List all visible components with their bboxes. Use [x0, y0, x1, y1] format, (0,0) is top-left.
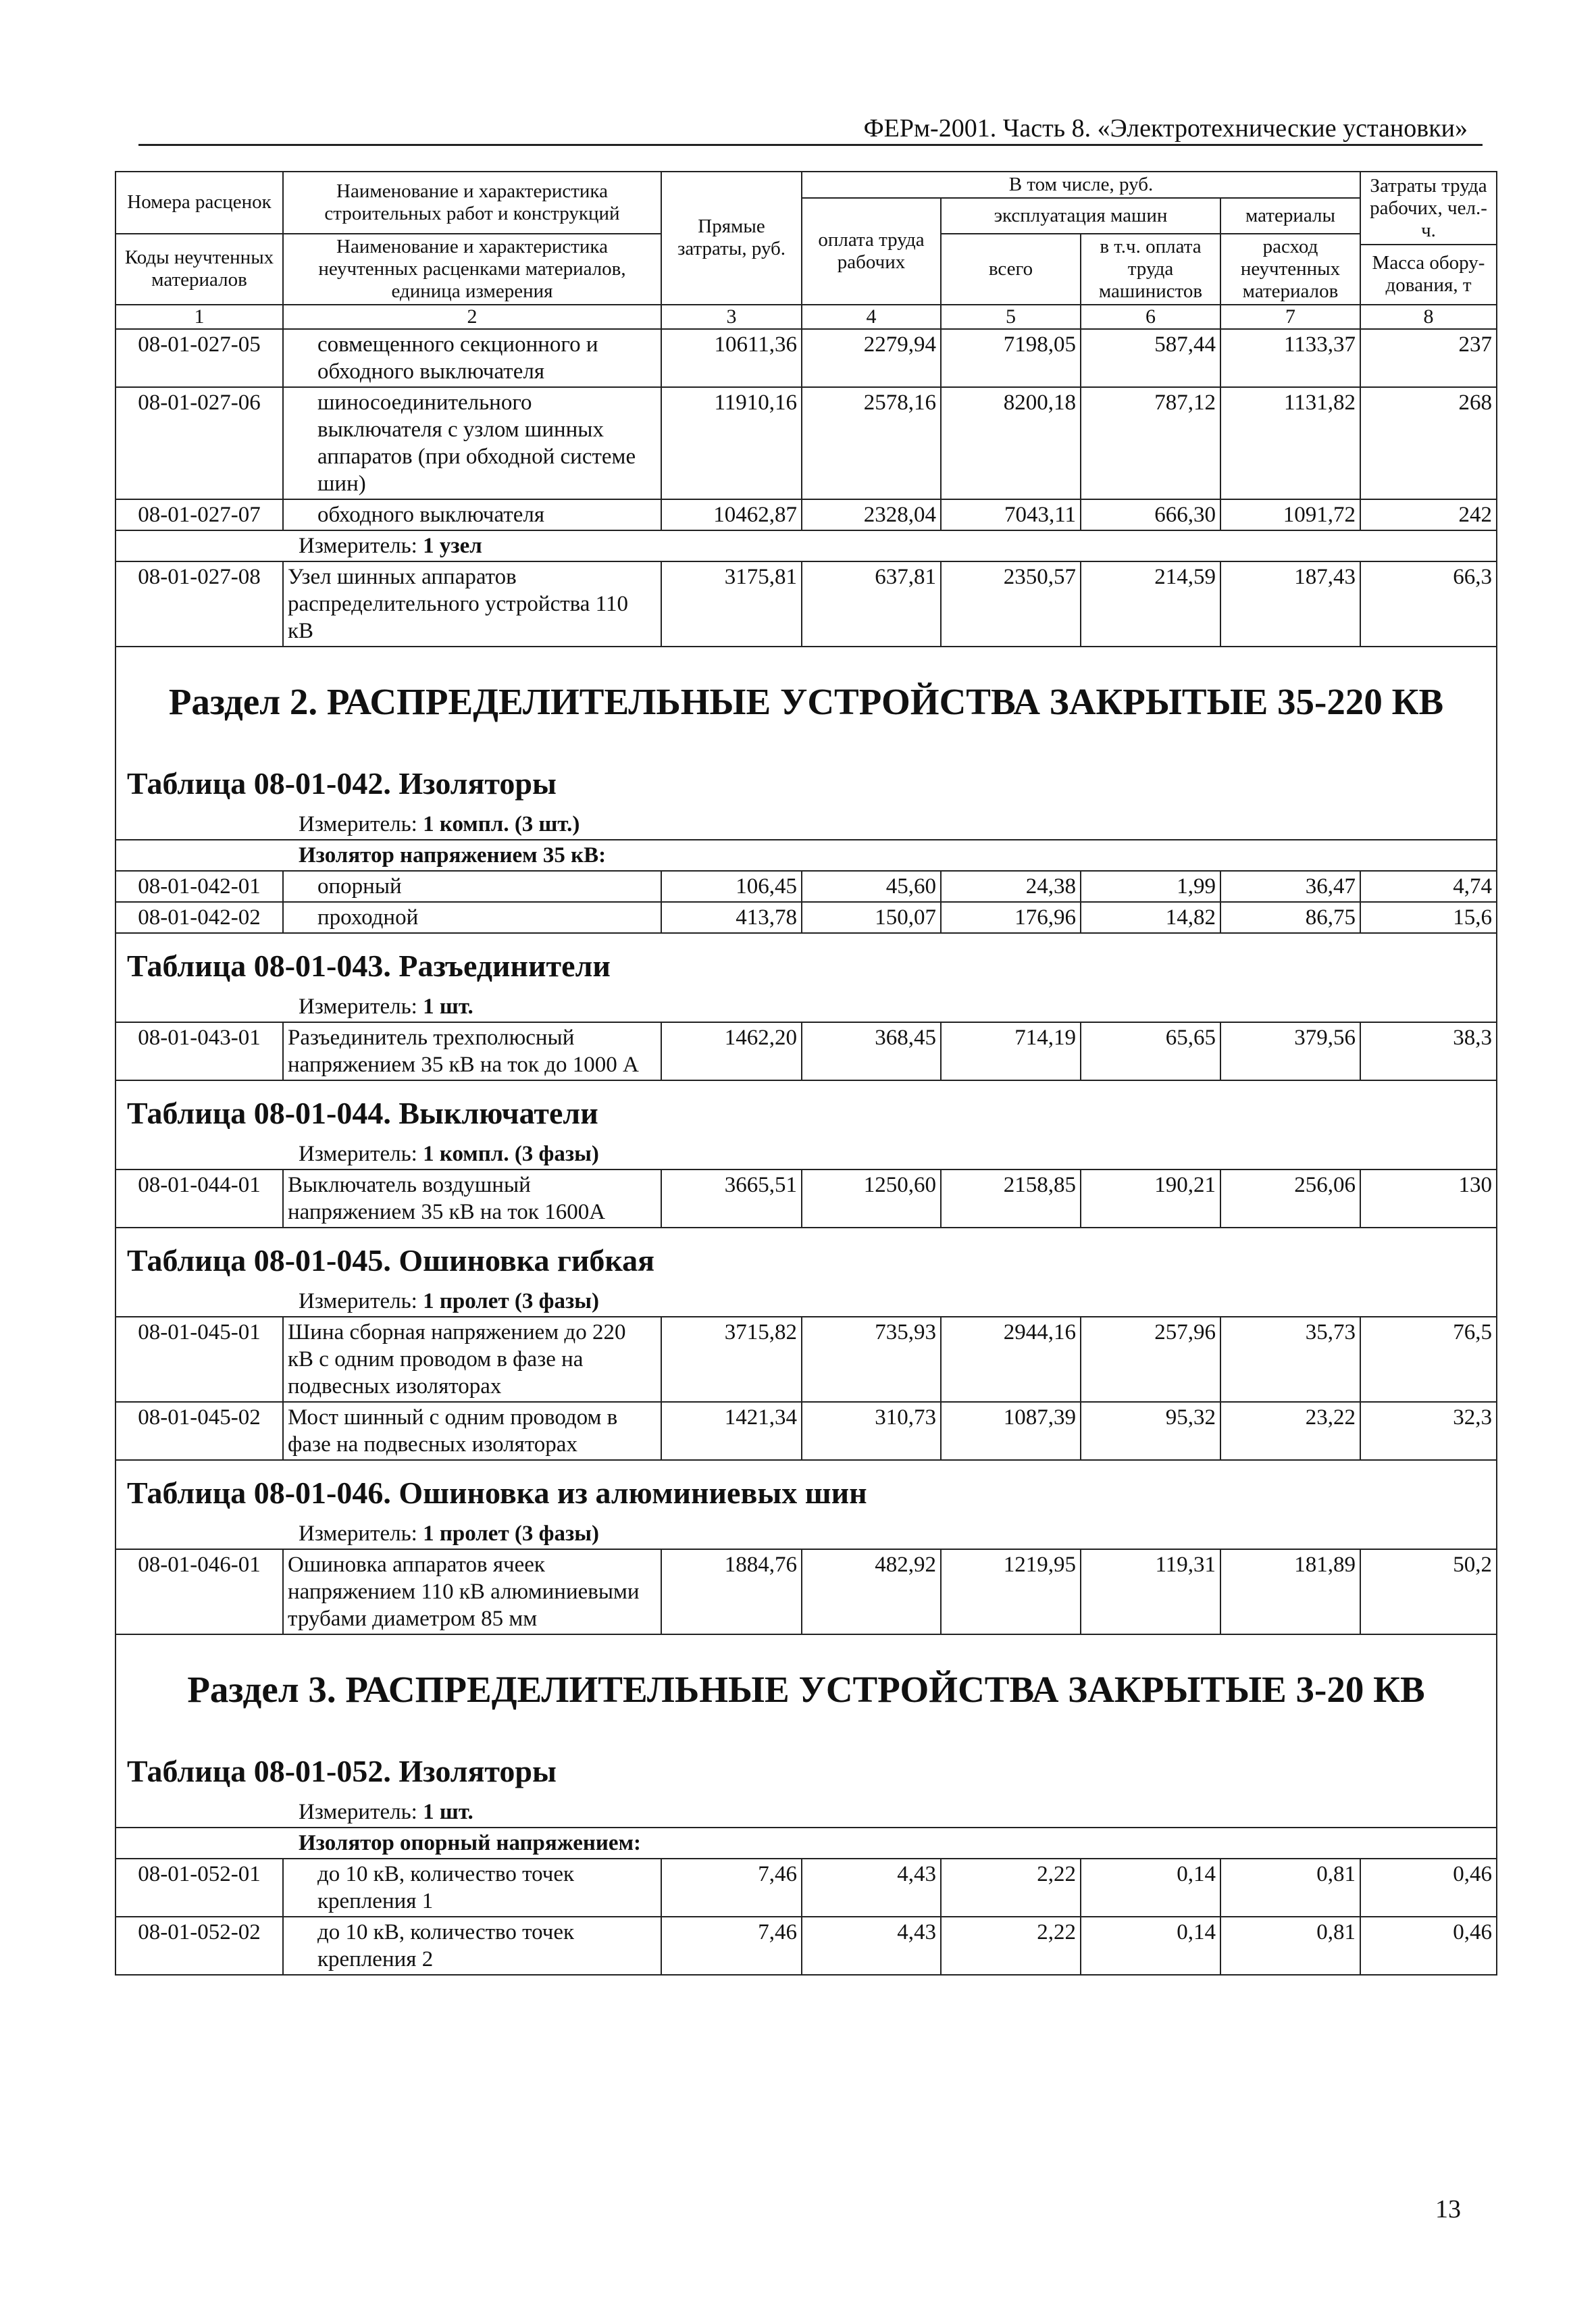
materials: 187,43 [1220, 561, 1360, 647]
materials: 23,22 [1220, 1402, 1360, 1460]
labor-hours: 0,46 [1360, 1917, 1497, 1975]
col-number: 7 [1220, 305, 1360, 329]
measure-unit-label: Измеритель: [299, 1521, 417, 1546]
group-heading: Изолятор напряжением 35 кВ: [115, 840, 1497, 871]
rate-code: 08-01-027-07 [115, 499, 283, 530]
direct-costs: 3665,51 [661, 1169, 802, 1228]
rate-name: Шина сборная напряжением до 220 кВ с одним проводом в фазе на подвесных изоляторах [283, 1317, 661, 1402]
machinist-wages: 214,59 [1081, 561, 1220, 647]
materials: 256,06 [1220, 1169, 1360, 1228]
table-row [115, 1022, 1497, 1080]
rate-name: Разъединитель трехполюсный напряжением 35 кВ на ток до 1000 А [283, 1022, 661, 1080]
wages: 637,81 [802, 561, 941, 647]
machinist-wages: 0,14 [1081, 1859, 1220, 1917]
machines-total: 2158,85 [941, 1169, 1081, 1228]
price-table-container [115, 171, 1496, 1976]
table-row [115, 1549, 1497, 1634]
section-heading: Раздел 2. РАСПРЕДЕЛИТЕЛЬНЫЕ УСТРОЙСТВА ЗАКРЫТЫЕ 35-220 КВ [115, 647, 1497, 751]
rate-code: 08-01-042-02 [115, 902, 283, 933]
col-number: 3 [661, 305, 802, 329]
table-row [115, 1169, 1497, 1228]
rate-name: до 10 кВ, количество точек крепления 1 [283, 1859, 661, 1917]
machinist-wages: 587,44 [1081, 329, 1220, 387]
rate-code: 08-01-044-01 [115, 1169, 283, 1228]
machinist-wages: 787,12 [1081, 387, 1220, 499]
machinist-wages: 119,31 [1081, 1549, 1220, 1634]
rate-code: 08-01-052-01 [115, 1859, 283, 1917]
col-number: 4 [802, 305, 941, 329]
machines-total: 1087,39 [941, 1402, 1081, 1460]
col-header-material-name: Наименование и характеристика неучтенных расценками материалов, единица измерения [283, 234, 661, 305]
col-header-wages: оплата труда рабочих [802, 198, 941, 305]
wages: 2279,94 [802, 329, 941, 387]
direct-costs: 10462,87 [661, 499, 802, 530]
machinist-wages: 95,32 [1081, 1402, 1220, 1460]
rate-name: Ошиновка аппаратов ячеек напряжением 110 кВ алюминиевыми трубами диаметром 85 мм [283, 1549, 661, 1634]
table-row [115, 387, 1497, 499]
direct-costs: 3715,82 [661, 1317, 802, 1402]
price-table [115, 171, 1497, 1976]
materials: 86,75 [1220, 902, 1360, 933]
rate-name: до 10 кВ, количество точек крепления 2 [283, 1917, 661, 1975]
col-header-direct-costs: Прямые затраты, руб. [661, 172, 802, 305]
table-row [115, 1917, 1497, 1975]
col-header-material-codes: Коды неучтенных материалов [115, 234, 283, 305]
machines-total: 2350,57 [941, 561, 1081, 647]
measure-unit-label: Измеритель: [299, 1141, 417, 1166]
machines-total: 7043,11 [941, 499, 1081, 530]
col-header-machines: эксплуатация машин [941, 198, 1220, 234]
col-header-name: Наименование и характеристика строительных работ и конструкций [283, 172, 661, 234]
rate-name: Узел шинных аппаратов распределительного устройства 110 кВ [283, 561, 661, 647]
rate-code: 08-01-027-06 [115, 387, 283, 499]
measure-unit-value: 1 компл. (3 шт.) [423, 811, 580, 836]
measure-unit-label: Измеритель: [299, 1288, 417, 1313]
measure-unit-label: Измеритель: [299, 994, 417, 1019]
table-row [115, 561, 1497, 647]
table-row [115, 499, 1497, 530]
wages: 735,93 [802, 1317, 941, 1402]
direct-costs: 1462,20 [661, 1022, 802, 1080]
measure-unit [115, 1139, 1497, 1169]
machines-total: 714,19 [941, 1022, 1081, 1080]
table-row [115, 1402, 1497, 1460]
wages: 4,43 [802, 1859, 941, 1917]
labor-hours: 130 [1360, 1169, 1497, 1228]
rate-name: Выключатель воздушный напряжением 35 кВ на ток 1600А [283, 1169, 661, 1228]
machinist-wages: 190,21 [1081, 1169, 1220, 1228]
rate-name: опорный [283, 871, 661, 902]
col-header-materials: материалы [1220, 198, 1360, 234]
labor-hours: 268 [1360, 387, 1497, 499]
wages: 2578,16 [802, 387, 941, 499]
rate-name: совмещенного секционного и обходного выключателя [283, 329, 661, 387]
machinist-wages: 14,82 [1081, 902, 1220, 933]
direct-costs: 3175,81 [661, 561, 802, 647]
wages: 1250,60 [802, 1169, 941, 1228]
col-header-codes: Номера расценок [115, 172, 283, 234]
materials: 379,56 [1220, 1022, 1360, 1080]
labor-hours: 4,74 [1360, 871, 1497, 902]
rate-code: 08-01-046-01 [115, 1549, 283, 1634]
col-header-machines-total: всего [941, 234, 1081, 305]
measure-unit-value: 1 узел [423, 533, 482, 558]
direct-costs: 1421,34 [661, 1402, 802, 1460]
wages: 482,92 [802, 1549, 941, 1634]
machines-total: 8200,18 [941, 387, 1081, 499]
measure-unit-value: 1 компл. (3 фазы) [423, 1141, 599, 1166]
labor-hours: 237 [1360, 329, 1497, 387]
col-header-material-usage: расход неучтенных материалов [1220, 234, 1360, 305]
materials: 1091,72 [1220, 499, 1360, 530]
labor-hours: 15,6 [1360, 902, 1497, 933]
wages: 2328,04 [802, 499, 941, 530]
table-row [115, 329, 1497, 387]
header-rule [138, 144, 1483, 146]
table-row [115, 902, 1497, 933]
table-title: Таблица 08-01-043. Разъединители [115, 933, 1497, 992]
group-heading: Изолятор опорный напряжением: [115, 1828, 1497, 1859]
measure-unit [115, 1797, 1497, 1828]
labor-hours: 50,2 [1360, 1549, 1497, 1634]
rate-code: 08-01-042-01 [115, 871, 283, 902]
wages: 368,45 [802, 1022, 941, 1080]
machinist-wages: 666,30 [1081, 499, 1220, 530]
page-number: 13 [1435, 2195, 1461, 2223]
measure-unit-value: 1 пролет (3 фазы) [423, 1521, 599, 1546]
measure-unit-label: Измеритель: [299, 1799, 417, 1824]
labor-hours: 76,5 [1360, 1317, 1497, 1402]
col-number: 8 [1360, 305, 1497, 329]
materials: 0,81 [1220, 1917, 1360, 1975]
rate-name: шиносоединительного выключателя с узлом шинных аппаратов (при обходной системе шин) [283, 387, 661, 499]
table-title: Таблица 08-01-042. Изоляторы [115, 751, 1497, 809]
measure-unit-value: 1 пролет (3 фазы) [423, 1288, 599, 1313]
table-title: Таблица 08-01-044. Выключатели [115, 1080, 1497, 1139]
direct-costs: 106,45 [661, 871, 802, 902]
direct-costs: 413,78 [661, 902, 802, 933]
rate-code: 08-01-052-02 [115, 1917, 283, 1975]
measure-unit [115, 992, 1497, 1022]
labor-hours: 66,3 [1360, 561, 1497, 647]
measure-unit-label: Измеритель: [299, 533, 417, 558]
rate-code: 08-01-045-01 [115, 1317, 283, 1402]
table-title: Таблица 08-01-052. Изоляторы [115, 1739, 1497, 1797]
machines-total: 2,22 [941, 1917, 1081, 1975]
rate-name: проходной [283, 902, 661, 933]
col-header-including: В том числе, руб. [802, 172, 1360, 198]
labor-hours: 242 [1360, 499, 1497, 530]
rate-name: обходного выключателя [283, 499, 661, 530]
direct-costs: 7,46 [661, 1917, 802, 1975]
section-heading: Раздел 3. РАСПРЕДЕЛИТЕЛЬНЫЕ УСТРОЙСТВА ЗАКРЫТЫЕ 3-20 КВ [115, 1634, 1497, 1739]
col-header-labor-hours: Затраты труда рабочих, чел.-ч. [1360, 172, 1497, 245]
machinist-wages: 1,99 [1081, 871, 1220, 902]
materials: 35,73 [1220, 1317, 1360, 1402]
table-row [115, 1317, 1497, 1402]
machinist-wages: 257,96 [1081, 1317, 1220, 1402]
materials: 1133,37 [1220, 329, 1360, 387]
rate-code: 08-01-043-01 [115, 1022, 283, 1080]
direct-costs: 10611,36 [661, 329, 802, 387]
direct-costs: 11910,16 [661, 387, 802, 499]
running-header: ФЕРм-2001. Часть 8. «Электротехнические установки» [863, 114, 1468, 143]
wages: 310,73 [802, 1402, 941, 1460]
rate-code: 08-01-045-02 [115, 1402, 283, 1460]
direct-costs: 7,46 [661, 1859, 802, 1917]
measure-unit [115, 530, 1497, 561]
labor-hours: 32,3 [1360, 1402, 1497, 1460]
wages: 45,60 [802, 871, 941, 902]
machinist-wages: 0,14 [1081, 1917, 1220, 1975]
labor-hours: 0,46 [1360, 1859, 1497, 1917]
labor-hours: 38,3 [1360, 1022, 1497, 1080]
materials: 36,47 [1220, 871, 1360, 902]
rate-code: 08-01-027-05 [115, 329, 283, 387]
materials: 181,89 [1220, 1549, 1360, 1634]
col-number: 5 [941, 305, 1081, 329]
direct-costs: 1884,76 [661, 1549, 802, 1634]
machines-total: 2944,16 [941, 1317, 1081, 1402]
col-number: 2 [283, 305, 661, 329]
machines-total: 2,22 [941, 1859, 1081, 1917]
wages: 150,07 [802, 902, 941, 933]
machines-total: 7198,05 [941, 329, 1081, 387]
col-header-machinist-wages: в т.ч. оплата труда машинистов [1081, 234, 1220, 305]
materials: 1131,82 [1220, 387, 1360, 499]
table-row [115, 871, 1497, 902]
table-row [115, 1859, 1497, 1917]
col-header-equipment-mass: Масса обору-дования, т [1360, 245, 1497, 304]
measure-unit [115, 1519, 1497, 1549]
materials: 0,81 [1220, 1859, 1360, 1917]
wages: 4,43 [802, 1917, 941, 1975]
measure-unit [115, 809, 1497, 840]
machines-total: 176,96 [941, 902, 1081, 933]
machines-total: 1219,95 [941, 1549, 1081, 1634]
machinist-wages: 65,65 [1081, 1022, 1220, 1080]
machines-total: 24,38 [941, 871, 1081, 902]
measure-unit-value: 1 шт. [423, 1799, 473, 1824]
col-number: 6 [1081, 305, 1220, 329]
measure-unit-label: Измеритель: [299, 811, 417, 836]
measure-unit-value: 1 шт. [423, 994, 473, 1019]
rate-code: 08-01-027-08 [115, 561, 283, 647]
table-title: Таблица 08-01-046. Ошиновка из алюминиевых шин [115, 1460, 1497, 1519]
col-number: 1 [115, 305, 283, 329]
table-title: Таблица 08-01-045. Ошиновка гибкая [115, 1228, 1497, 1286]
measure-unit [115, 1286, 1497, 1317]
rate-name: Мост шинный с одним проводом в фазе на подвесных изоляторах [283, 1402, 661, 1460]
